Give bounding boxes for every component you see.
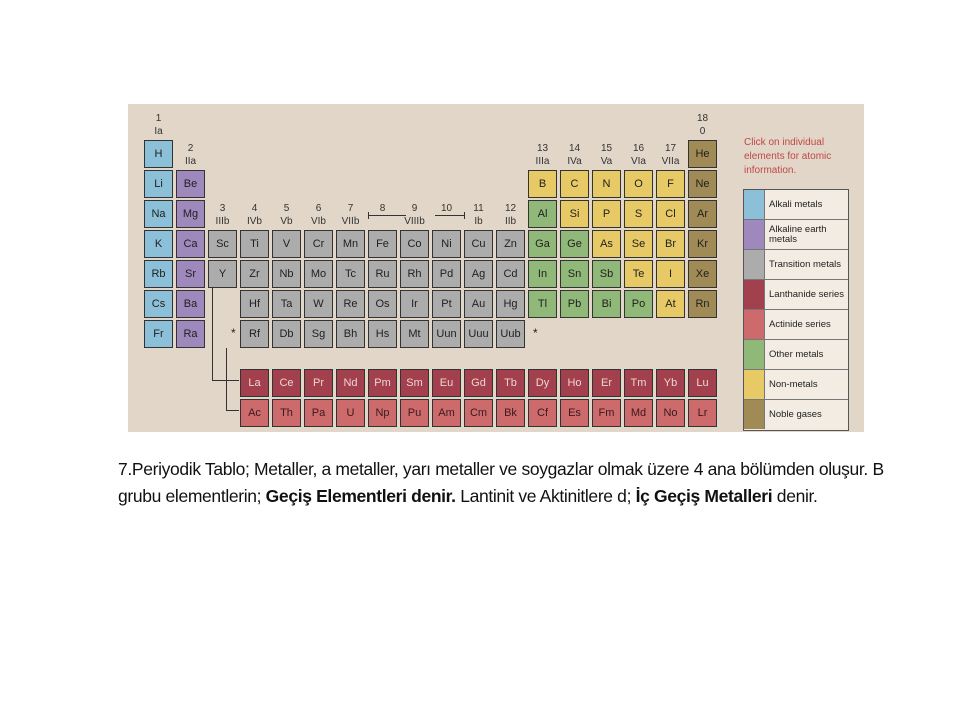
element-th[interactable]: Th	[272, 399, 301, 427]
element-lu[interactable]: Lu	[688, 369, 717, 397]
element-i[interactable]: I	[656, 260, 685, 288]
element-ta[interactable]: Ta	[272, 290, 301, 318]
group-roman-14: IVa	[567, 156, 582, 167]
element-ce[interactable]: Ce	[272, 369, 301, 397]
element-pb[interactable]: Pb	[560, 290, 589, 318]
legend-item	[744, 400, 848, 430]
group-number-17: 17	[664, 143, 677, 154]
element-sr[interactable]: Sr	[176, 260, 205, 288]
legend-item	[744, 250, 848, 280]
legend-item	[744, 280, 848, 310]
legend-swatch	[744, 190, 765, 219]
periodic-table-image	[128, 104, 864, 432]
element-cf[interactable]: Cf	[528, 399, 557, 427]
element-tb[interactable]: Tb	[496, 369, 525, 397]
element-md[interactable]: Md	[624, 399, 653, 427]
element-bh[interactable]: Bh	[336, 320, 365, 348]
group-roman-2: IIa	[184, 156, 197, 167]
element-co[interactable]: Co	[400, 230, 429, 258]
caption-text-1: 7.Periyodik Tablo; Metaller, a metaller, yarı metaller ve soygazlar olmak üzere 4 ana bölümden oluşur. B grubu elementlerin;	[118, 459, 884, 506]
element-at[interactable]: At	[656, 290, 685, 318]
element-kr[interactable]: Kr	[688, 230, 717, 258]
group-roman-16: VIa	[630, 156, 646, 167]
element-cs[interactable]: Cs	[144, 290, 173, 318]
group-roman-5: Vb	[280, 216, 293, 227]
legend-swatch	[744, 340, 765, 369]
element-li[interactable]: Li	[144, 170, 173, 198]
element-pm[interactable]: Pm	[368, 369, 397, 397]
element-sm[interactable]: Sm	[400, 369, 429, 397]
lanthanide-connector-v	[212, 288, 213, 380]
element-in[interactable]: In	[528, 260, 557, 288]
element-zn[interactable]: Zn	[496, 230, 525, 258]
slide-caption	[118, 456, 908, 510]
legend-swatch	[744, 310, 765, 339]
element-v[interactable]: V	[272, 230, 301, 258]
element-fm[interactable]: Fm	[592, 399, 621, 427]
legend-label: Actinide series	[769, 318, 831, 330]
element-f[interactable]: F	[656, 170, 685, 198]
element-hg[interactable]: Hg	[496, 290, 525, 318]
element-tc[interactable]: Tc	[336, 260, 365, 288]
element-w[interactable]: W	[304, 290, 333, 318]
group-number-10: 10	[440, 203, 453, 214]
element-no[interactable]: No	[656, 399, 685, 427]
actinide-star-right: *	[533, 326, 538, 340]
legend-swatch	[744, 220, 765, 249]
element-np[interactable]: Np	[368, 399, 397, 427]
element-mt[interactable]: Mt	[400, 320, 429, 348]
element-nb[interactable]: Nb	[272, 260, 301, 288]
element-rf[interactable]: Rf	[240, 320, 269, 348]
element-fe[interactable]: Fe	[368, 230, 397, 258]
group-roman-4: IVb	[246, 216, 262, 227]
group-number-11: 11	[473, 203, 484, 214]
element-b[interactable]: B	[528, 170, 557, 198]
element-pd[interactable]: Pd	[432, 260, 461, 288]
element-hs[interactable]: Hs	[368, 320, 397, 348]
element-rn[interactable]: Rn	[688, 290, 717, 318]
element-mg[interactable]: Mg	[176, 200, 205, 228]
element-re[interactable]: Re	[336, 290, 365, 318]
element-la[interactable]: La	[240, 369, 269, 397]
legend-item	[744, 310, 848, 340]
element-pr[interactable]: Pr	[304, 369, 333, 397]
element-xe[interactable]: Xe	[688, 260, 717, 288]
element-ir[interactable]: Ir	[400, 290, 429, 318]
legend-item	[744, 370, 848, 400]
element-na[interactable]: Na	[144, 200, 173, 228]
group-roman-6: VIb	[310, 216, 326, 227]
element-s[interactable]: S	[624, 200, 653, 228]
element-er[interactable]: Er	[592, 369, 621, 397]
element-po[interactable]: Po	[624, 290, 653, 318]
element-c[interactable]: C	[560, 170, 589, 198]
element-zr[interactable]: Zr	[240, 260, 269, 288]
element-ho[interactable]: Ho	[560, 369, 589, 397]
element-hf[interactable]: Hf	[240, 290, 269, 318]
instruction-text: Click on individual elements for atomic information.	[744, 137, 832, 176]
element-ne[interactable]: Ne	[688, 170, 717, 198]
legend-item	[744, 340, 848, 370]
element-pa[interactable]: Pa	[304, 399, 333, 427]
legend-swatch	[744, 280, 765, 309]
element-tl[interactable]: Tl	[528, 290, 557, 318]
element-yb[interactable]: Yb	[656, 369, 685, 397]
element-mn[interactable]: Mn	[336, 230, 365, 258]
group-8-bracket-tick-right	[464, 212, 465, 219]
legend	[743, 189, 849, 431]
element-uuu[interactable]: Uuu	[464, 320, 493, 348]
element-cm[interactable]: Cm	[464, 399, 493, 427]
element-ga[interactable]: Ga	[528, 230, 557, 258]
element-ru[interactable]: Ru	[368, 260, 397, 288]
element-be[interactable]: Be	[176, 170, 205, 198]
group-number-18: 18	[696, 113, 709, 124]
element-am[interactable]: Am	[432, 399, 461, 427]
group-roman-1: Ia	[154, 126, 163, 137]
group-8-bracket-line-right	[435, 215, 465, 216]
group-number-1: 1	[155, 113, 162, 124]
element-te[interactable]: Te	[624, 260, 653, 288]
group-roman-12: IIb	[504, 216, 517, 227]
element-gd[interactable]: Gd	[464, 369, 493, 397]
element-k[interactable]: K	[144, 230, 173, 258]
legend-label: Transition metals	[769, 258, 841, 270]
element-sg[interactable]: Sg	[304, 320, 333, 348]
element-se[interactable]: Se	[624, 230, 653, 258]
element-tm[interactable]: Tm	[624, 369, 653, 397]
caption-bold-1: Geçiş Elementleri denir.	[265, 486, 456, 506]
element-pt[interactable]: Pt	[432, 290, 461, 318]
element-u[interactable]: U	[336, 399, 365, 427]
caption-text-2: Lantinit ve Aktinitlere d;	[455, 486, 636, 506]
group-number-8: 8	[379, 203, 386, 214]
group-number-13: 13	[536, 143, 549, 154]
element-sc[interactable]: Sc	[208, 230, 237, 258]
legend-label: Lanthanide series	[769, 288, 844, 300]
legend-item	[744, 220, 848, 250]
element-n[interactable]: N	[592, 170, 621, 198]
group-number-14: 14	[568, 143, 581, 154]
caption-bold-2: İç Geçiş Metalleri	[635, 486, 773, 506]
group-number-2: 2	[187, 143, 194, 154]
element-uun[interactable]: Uun	[432, 320, 461, 348]
element-h[interactable]: H	[144, 140, 173, 168]
group-number-12: 12	[504, 203, 517, 214]
legend-label: Non-metals	[769, 378, 818, 390]
element-si[interactable]: Si	[560, 200, 589, 228]
legend-item	[744, 190, 848, 220]
group-number-15: 15	[600, 143, 613, 154]
element-ar[interactable]: Ar	[688, 200, 717, 228]
element-nd[interactable]: Nd	[336, 369, 365, 397]
group-roman-9: VIIIb	[404, 216, 425, 227]
element-rb[interactable]: Rb	[144, 260, 173, 288]
actinide-star-left: *	[231, 326, 236, 340]
group-number-3: 3	[219, 203, 226, 214]
element-as[interactable]: As	[592, 230, 621, 258]
element-al[interactable]: Al	[528, 200, 557, 228]
element-au[interactable]: Au	[464, 290, 493, 318]
element-eu[interactable]: Eu	[432, 369, 461, 397]
element-he[interactable]: He	[688, 140, 717, 168]
element-cl[interactable]: Cl	[656, 200, 685, 228]
element-dy[interactable]: Dy	[528, 369, 557, 397]
element-cr[interactable]: Cr	[304, 230, 333, 258]
element-br[interactable]: Br	[656, 230, 685, 258]
group-number-5: 5	[283, 203, 290, 214]
element-cu[interactable]: Cu	[464, 230, 493, 258]
element-ba[interactable]: Ba	[176, 290, 205, 318]
group-8-bracket-line-left	[368, 215, 406, 216]
group-number-6: 6	[315, 203, 322, 214]
group-roman-13: IIIa	[535, 156, 550, 167]
element-o[interactable]: O	[624, 170, 653, 198]
element-db[interactable]: Db	[272, 320, 301, 348]
element-bk[interactable]: Bk	[496, 399, 525, 427]
legend-swatch	[744, 250, 765, 279]
element-ra[interactable]: Ra	[176, 320, 205, 348]
element-bi[interactable]: Bi	[592, 290, 621, 318]
actinide-connector-v	[226, 348, 227, 410]
element-rh[interactable]: Rh	[400, 260, 429, 288]
caption-text-3: denir.	[772, 486, 818, 506]
group-roman-11: Ib	[474, 216, 483, 227]
element-ac[interactable]: Ac	[240, 399, 269, 427]
group-roman-3: IIIb	[215, 216, 230, 227]
element-uub[interactable]: Uub	[496, 320, 525, 348]
element-ti[interactable]: Ti	[240, 230, 269, 258]
group-roman-7: VIIb	[341, 216, 360, 227]
element-fr[interactable]: Fr	[144, 320, 173, 348]
element-ca[interactable]: Ca	[176, 230, 205, 258]
element-sb[interactable]: Sb	[592, 260, 621, 288]
element-y[interactable]: Y	[208, 260, 237, 288]
group-number-16: 16	[632, 143, 645, 154]
legend-label: Noble gases	[769, 408, 822, 420]
element-ge[interactable]: Ge	[560, 230, 589, 258]
group-roman-15: Va	[600, 156, 613, 167]
element-sn[interactable]: Sn	[560, 260, 589, 288]
legend-label: Alkali metals	[769, 198, 823, 210]
group-number-7: 7	[347, 203, 354, 214]
group-roman-17: VIIa	[661, 156, 680, 167]
element-ni[interactable]: Ni	[432, 230, 461, 258]
element-p[interactable]: P	[592, 200, 621, 228]
element-ag[interactable]: Ag	[464, 260, 493, 288]
group-number-4: 4	[251, 203, 258, 214]
element-lr[interactable]: Lr	[688, 399, 717, 427]
legend-swatch	[744, 400, 765, 429]
element-os[interactable]: Os	[368, 290, 397, 318]
element-cd[interactable]: Cd	[496, 260, 525, 288]
actinide-connector-h	[226, 410, 239, 411]
legend-label: Alkaline earth metals	[769, 223, 827, 245]
element-pu[interactable]: Pu	[400, 399, 429, 427]
legend-label: Other metals	[769, 348, 824, 360]
legend-swatch	[744, 370, 765, 399]
group-roman-18: 0	[699, 126, 706, 137]
group-8-bracket-tick-left	[368, 212, 369, 219]
group-number-9: 9	[411, 203, 418, 214]
element-es[interactable]: Es	[560, 399, 589, 427]
element-mo[interactable]: Mo	[304, 260, 333, 288]
